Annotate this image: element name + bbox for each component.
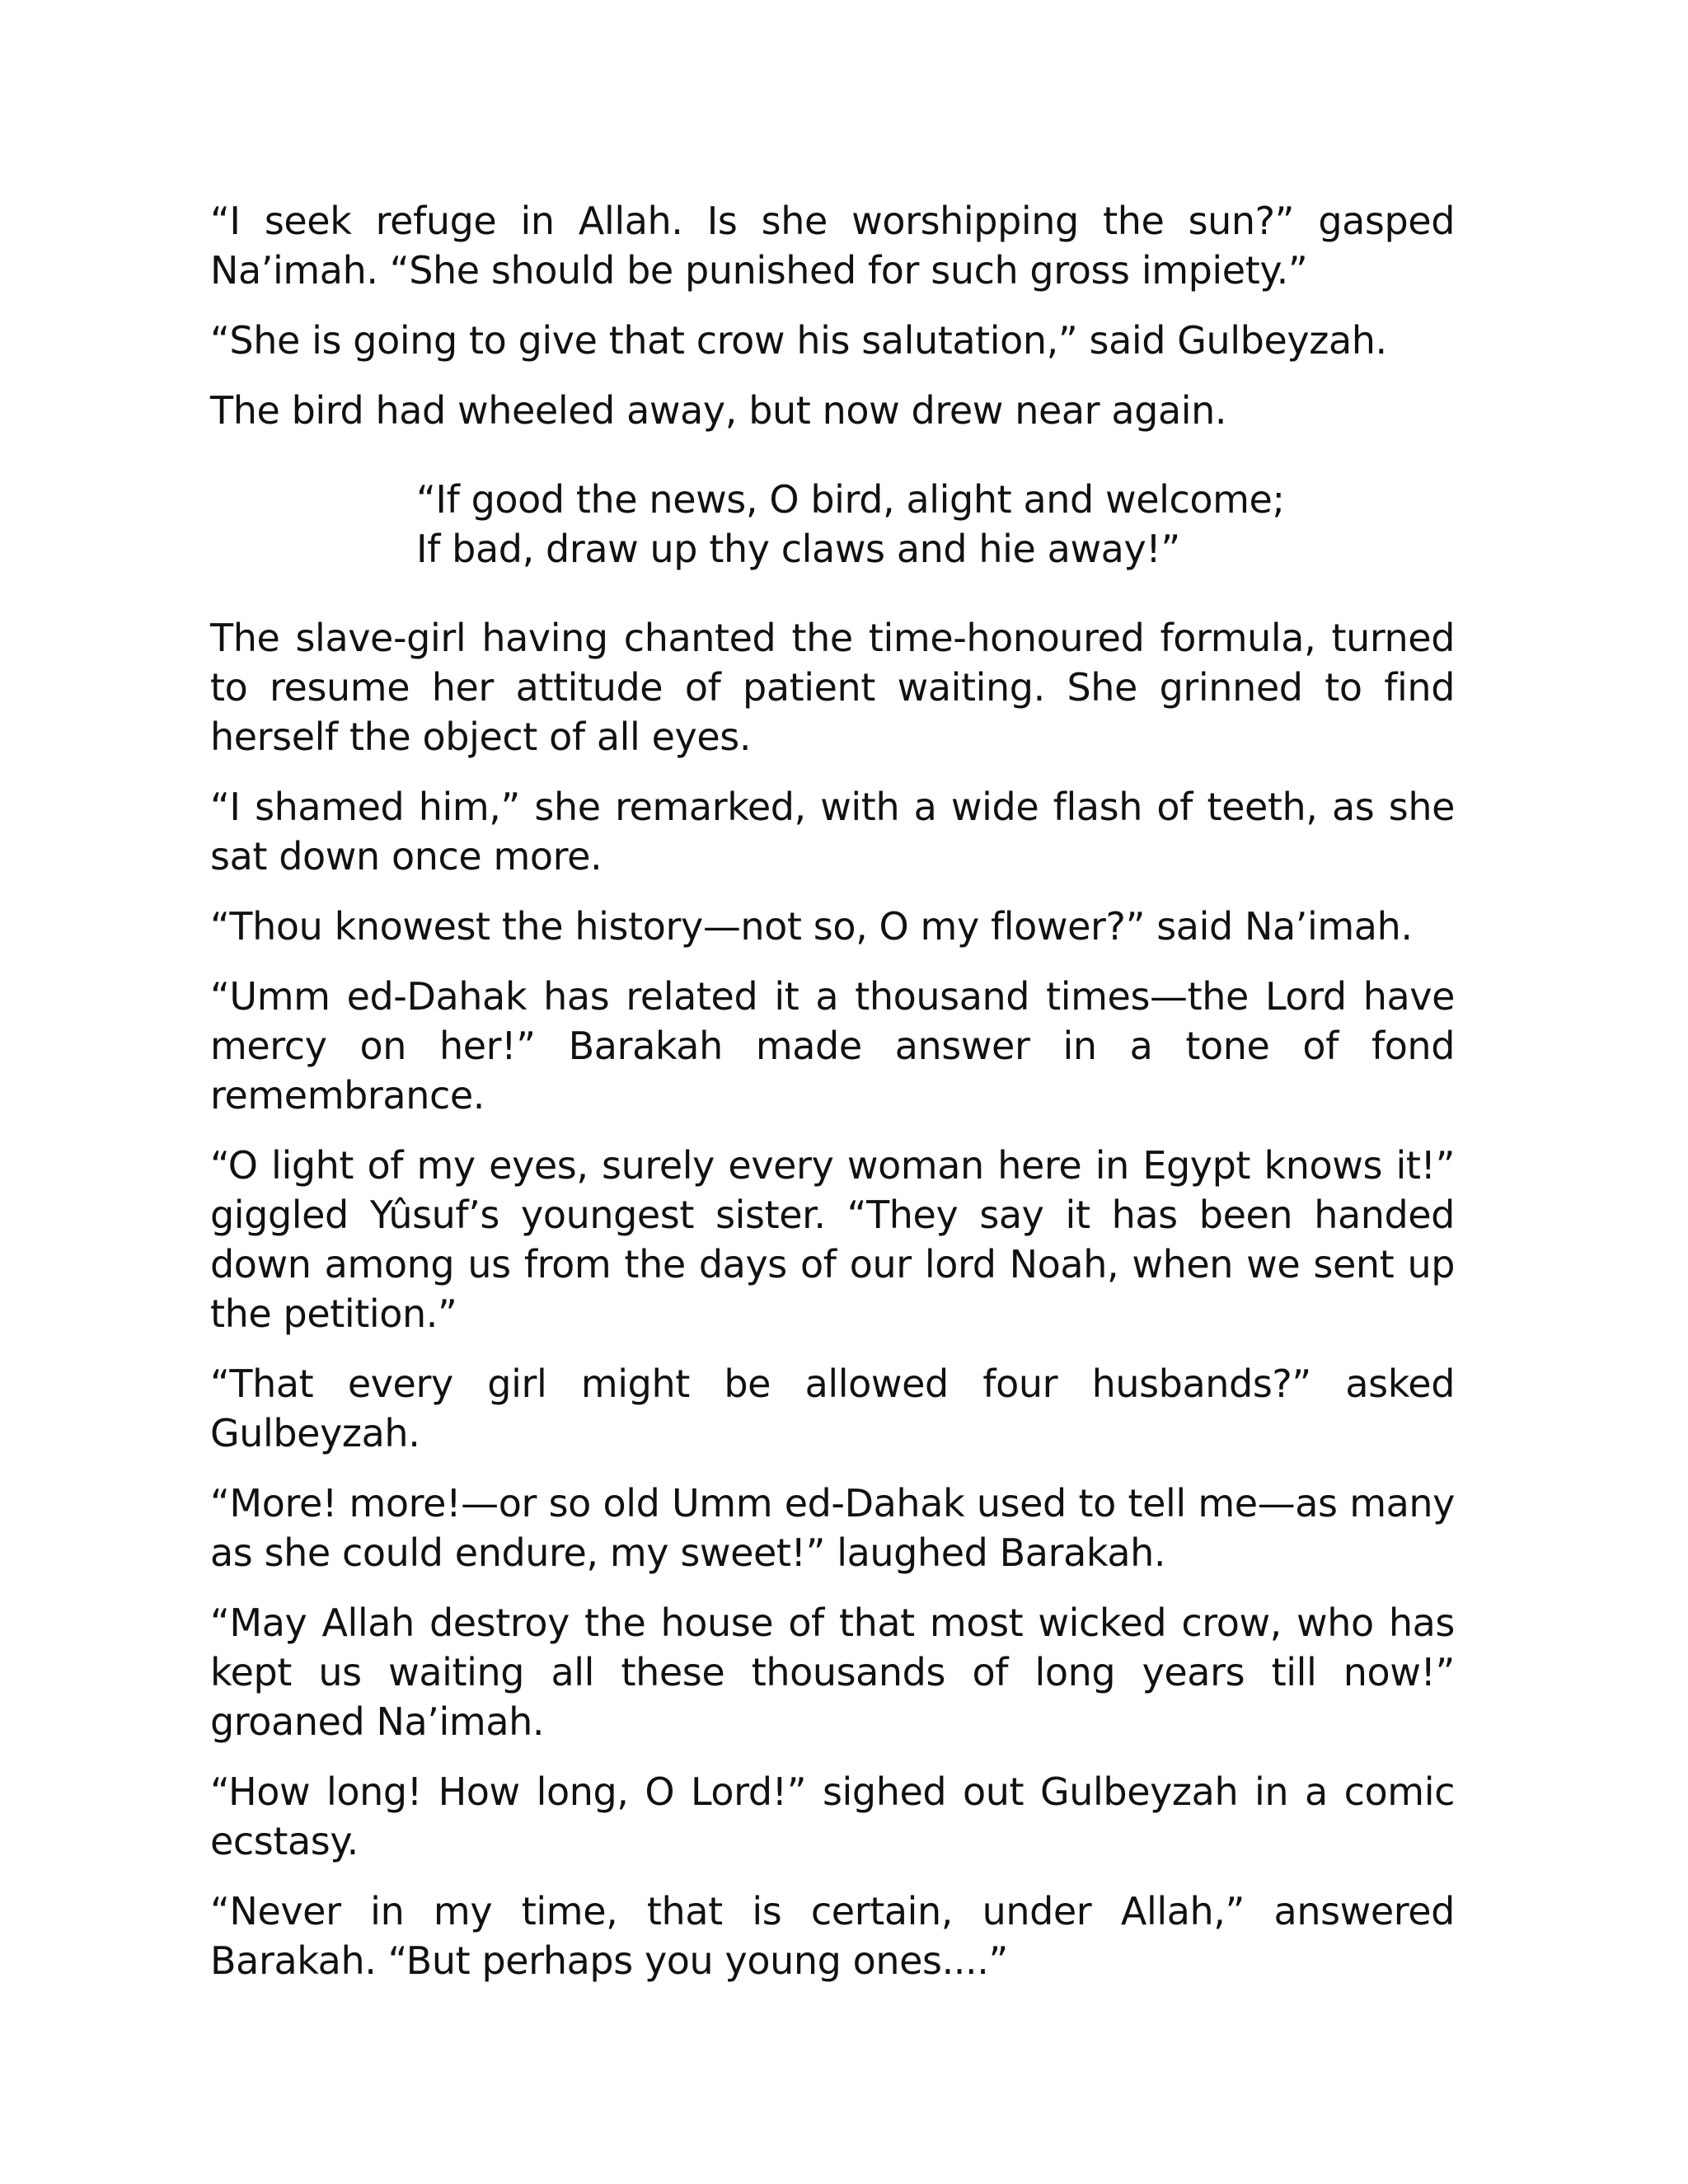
paragraph-slave-girl: The slave-girl having chanted the time-honoured formula, turned to resume her attitude of patient waiting. She grinned to find herself the object of all eyes. (210, 616, 1455, 759)
paragraph-how-long: “How long! How long, O Lord!” sighed out Gulbeyzah in a comic ecstasy. (210, 1769, 1455, 1863)
body-text (210, 196, 1455, 2006)
paragraph-impiety: “I seek refuge in Allah. Is she worshipping the sun?” gasped Na’imah. “She should be punished for such gross impiety.” (210, 199, 1455, 293)
paragraph-salutation: “She is going to give that crow his salutation,” said Gulbeyzah. (210, 318, 1387, 363)
paragraph-never-in-my-time: “Never in my time, that is certain, under Allah,” answered Barakah. “But perhaps you young ones....” (210, 1889, 1455, 1983)
paragraph-more-more: “More! more!—or so old Umm ed-Dahak used to tell me—as many as she could endure, my sweet!” laughed Barakah. (210, 1481, 1455, 1575)
verse-block (416, 475, 1455, 574)
verse-line-2: If bad, draw up thy claws and hie away!” (416, 527, 1180, 571)
paragraph-shamed-him: “I shamed him,” she remarked, with a wide flash of teeth, as she sat down once more. (210, 785, 1455, 879)
paragraph-four-husbands: “That every girl might be allowed four husbands?” asked Gulbeyzah. (210, 1361, 1455, 1455)
paragraph-light-of-my-eyes: “O light of my eyes, surely every woman here in Egypt knows it!” giggled Yûsuf’s youngest sister. “They say it has been handed down among us from the days of our lord Noah, when we sent up the petition.” (210, 1143, 1455, 1336)
paragraph-umm-ed-dahak: “Umm ed-Dahak has related it a thousand times—the Lord have mercy on her!” Barakah made answer in a tone of fond remembrance. (210, 974, 1455, 1118)
paragraph-history: “Thou knowest the history—not so, O my flower?” said Na’imah. (210, 904, 1413, 949)
verse-line-1: “If good the news, O bird, alight and welcome; (416, 477, 1285, 522)
paragraph-wicked-crow: “May Allah destroy the house of that most wicked crow, who has kept us waiting all these thousands of long years till now!” groaned Na’imah. (210, 1601, 1455, 1744)
paragraph-bird-returns: The bird had wheeled away, but now drew near again. (210, 388, 1227, 433)
